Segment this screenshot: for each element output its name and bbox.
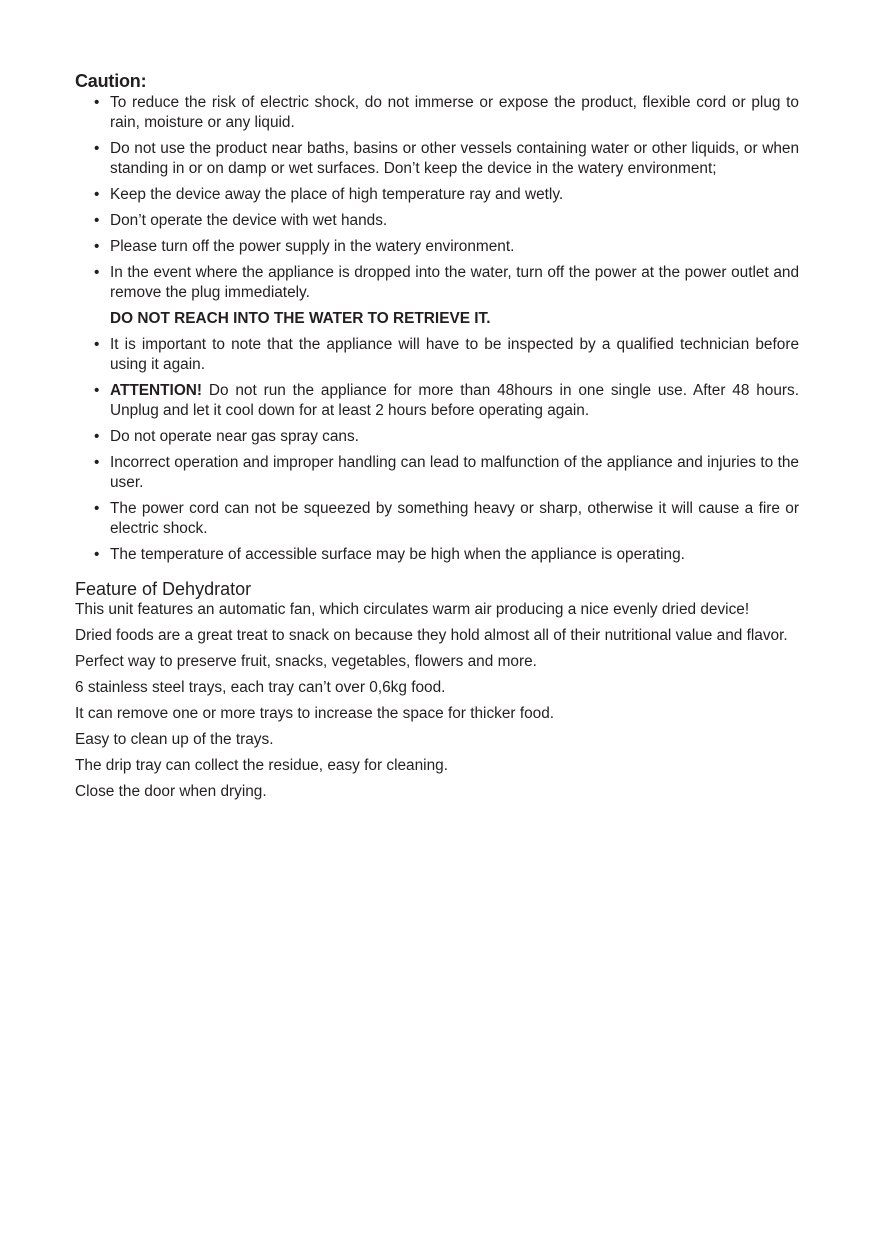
caution-item: • To reduce the risk of electric shock, do not immerse or expose the product, flexible cord or plug to rain, moisture or any liquid.	[94, 94, 799, 131]
bullet-icon: •	[94, 140, 100, 157]
caution-item: • In the event where the appliance is dropped into the water, turn off the power at the power outlet and remove the plug immediately.	[94, 264, 799, 301]
bullet-icon: •	[94, 94, 100, 111]
caution-list	[75, 93, 799, 303]
feature-section	[75, 578, 799, 802]
caution-list-continued	[75, 335, 799, 565]
caution-item: • Please turn off the power supply in the watery environment.	[94, 238, 515, 255]
feature-paragraph: Perfect way to preserve fruit, snacks, vegetables, flowers and more.	[75, 653, 537, 670]
feature-paragraph: The drip tray can collect the residue, easy for cleaning.	[75, 757, 448, 774]
bullet-icon: •	[94, 428, 100, 445]
caution-item: • Do not operate near gas spray cans.	[94, 428, 359, 445]
manual-page	[75, 70, 799, 808]
caution-item: • Do not use the product near baths, basins or other vessels containing water or other liquids, or when standing in or on damp or wet surfaces. Don’t keep the device in the watery environment;	[94, 140, 799, 177]
feature-paragraph: 6 stainless steel trays, each tray can’t over 0,6kg food.	[75, 679, 446, 696]
feature-paragraph: It can remove one or more trays to increase the space for thicker food.	[75, 705, 555, 722]
caution-item: • Incorrect operation and improper handling can lead to malfunction of the appliance and injuries to the user.	[94, 454, 799, 491]
bullet-icon: •	[94, 238, 100, 255]
attention-label: ATTENTION!	[110, 382, 203, 399]
bullet-icon: •	[94, 500, 100, 517]
feature-paragraph: This unit features an automatic fan, which circulates warm air producing a nice evenly dried device!	[75, 601, 750, 618]
caution-section	[75, 70, 799, 565]
caution-item: • It is important to note that the appliance will have to be inspected by a qualified technician before using it again.	[94, 336, 799, 373]
feature-paragraph: Dried foods are a great treat to snack on because they hold almost all of their nutritional value and flavor.	[75, 627, 788, 644]
bullet-icon: •	[94, 212, 100, 229]
bullet-icon: •	[94, 264, 100, 281]
bullet-icon: •	[94, 454, 100, 471]
caution-item: • The temperature of accessible surface may be high when the appliance is operating.	[94, 546, 685, 563]
caution-item-attention: • ATTENTION! Do not run the appliance for more than 48hours in one single use. After 48 hours. Unplug and let it cool down for at least 2 hours before operating again.	[94, 382, 799, 419]
feature-paragraph: Easy to clean up of the trays.	[75, 731, 274, 748]
bullet-icon: •	[94, 336, 100, 353]
bullet-icon: •	[94, 546, 100, 563]
caution-item: • Don’t operate the device with wet hands.	[94, 212, 388, 229]
caution-title: Caution:	[75, 71, 147, 91]
caution-item: • Keep the device away the place of high temperature ray and wetly.	[94, 186, 564, 203]
feature-paragraph: Close the door when drying.	[75, 783, 267, 800]
warning-text: DO NOT REACH INTO THE WATER TO RETRIEVE IT.	[110, 310, 491, 327]
feature-title: Feature of Dehydrator	[75, 579, 252, 599]
bullet-icon: •	[94, 382, 100, 399]
caution-item: • The power cord can not be squeezed by something heavy or sharp, otherwise it will cause a fire or electric shock.	[94, 500, 799, 537]
bullet-icon: •	[94, 186, 100, 203]
